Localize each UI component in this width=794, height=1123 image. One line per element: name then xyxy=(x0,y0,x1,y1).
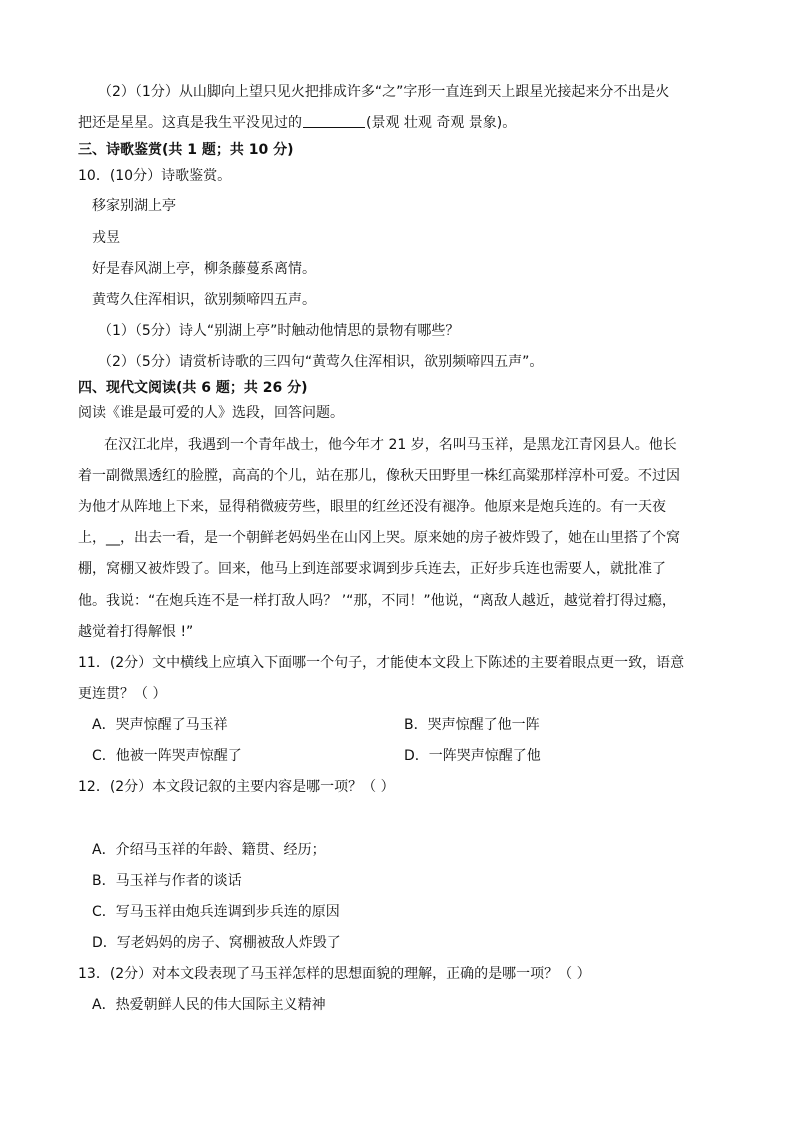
q11-option-b[interactable]: B．哭声惊醒了他一阵 xyxy=(404,717,540,733)
answer-blank[interactable] xyxy=(303,113,365,128)
q11-option-d[interactable]: D．一阵哭声惊醒了他 xyxy=(404,748,541,764)
q9-sub2-line1: （2）（1分）从山脚向上望只见火把排成许多“之”字形一直连到天上跟星光接起来分不出是火 xyxy=(98,84,670,100)
q11-option-c[interactable]: C．他被一阵哭声惊醒了 xyxy=(92,748,242,764)
q12-option-d[interactable]: D．写老妈妈的房子、窝棚被敌人炸毁了 xyxy=(92,935,341,951)
q10-sub1: （1）（5分）诗人“别湖上亭”时触动他情思的景物有哪些？ xyxy=(98,323,460,339)
passage-line: 棚，窝棚又被炸毁了。回来，他马上到连部要求调到步兵连去，正好步兵连也需要人，就批准了 xyxy=(78,561,666,577)
q11-stem-line1: 11．(2分）文中横线上应填入下面哪一个句子，才能使本文段上下陈述的主要着眼点更一致，语意 xyxy=(78,655,685,671)
poem-line-2: 黄莺久住浑相识，欲别频啼四五声。 xyxy=(92,292,316,308)
q9-sub2-prefix: 把还是星星。这真是我生平没见过的 xyxy=(78,115,302,131)
passage-line: 上，__，出去一看，是一个朝鲜老妈妈坐在山冈上哭。原来她的房子被炸毁了，她在山里搭了个窝 xyxy=(78,530,680,546)
section-4-heading: 四、现代文阅读(共 6 题；共 26 分) xyxy=(78,380,308,396)
section-3-heading: 三、诗歌鉴赏(共 1 题；共 10 分) xyxy=(78,142,294,158)
poem-title: 移家别湖上亭 xyxy=(92,198,176,214)
q9-sub2-line2 xyxy=(78,113,516,133)
poem-line-1: 好是春风湖上亭，柳条藤蔓系离情。 xyxy=(92,261,316,277)
q10-stem: 10．(10分）诗歌鉴赏。 xyxy=(78,168,232,184)
passage-line: 他。我说：“在炮兵连不是一样打敌人吗？ ’“那，不同！”他说，“离敌人越近，越觉着打得过瘾， xyxy=(78,593,676,609)
q9-sub2-options: (景观 壮观 奇观 景象)。 xyxy=(366,115,517,131)
q12-option-b[interactable]: B．马玉祥与作者的谈话 xyxy=(92,873,242,889)
poem-author: 戎昱 xyxy=(92,230,120,246)
reading-intro: 阅读《谁是最可爱的人》选段，回答问题。 xyxy=(78,405,344,421)
q12-option-c[interactable]: C．写马玉祥由炮兵连调到步兵连的原因 xyxy=(92,904,340,920)
q11-option-a[interactable]: A．哭声惊醒了马玉祥 xyxy=(92,717,228,733)
q10-sub2: （2）（5分）请赏析诗歌的三四句“黄莺久住浑相识，欲别频啼四五声”。 xyxy=(98,354,544,370)
q12-option-a[interactable]: A．介绍马玉祥的年龄、籍贯、经历； xyxy=(92,842,326,858)
q13-stem: 13．(2分）对本文段表现了马玉祥怎样的思想面貌的理解，正确的是哪一项？（ ） xyxy=(78,966,591,982)
q11-stem-line2: 更连贯？（ ） xyxy=(78,686,167,702)
passage-line: 为他才从阵地上下来，显得稍微疲劳些，眼里的红丝还没有褪净。他原来是炮兵连的。有一天夜 xyxy=(78,499,666,515)
q13-option-a[interactable]: A．热爱朝鲜人民的伟大国际主义精神 xyxy=(92,997,326,1013)
q12-stem: 12．(2分）本文段记叙的主要内容是哪一项？（ ） xyxy=(78,779,395,795)
passage-line: 越觉着打得解恨 !” xyxy=(78,624,194,640)
passage-line: 着一副微黑透红的脸膛，高高的个儿，站在那儿，像秋天田野里一株红高粱那样淳朴可爱。不过因 xyxy=(78,468,680,484)
passage-line: 在汉江北岸，我遇到一个青年战士，他今年才 21 岁，名叫马玉祥，是黑龙江青冈县人。他长 xyxy=(104,437,677,453)
